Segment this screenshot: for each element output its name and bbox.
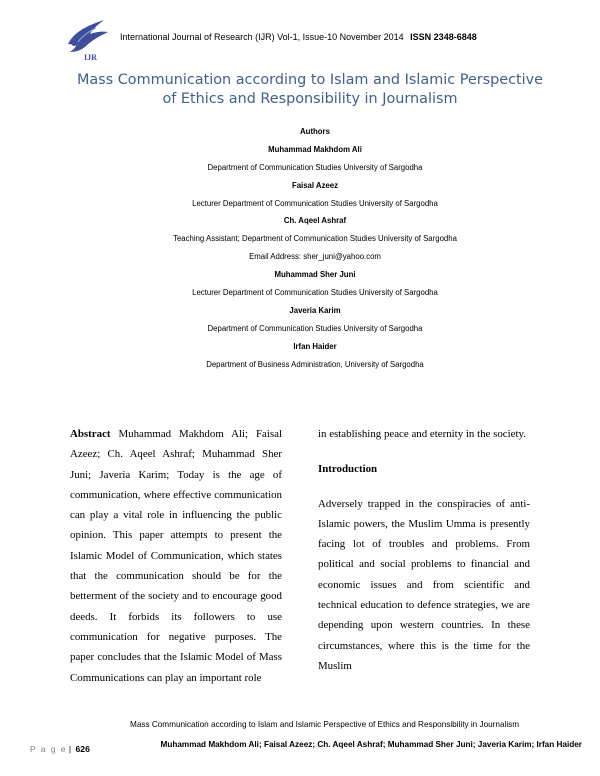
journal-logo (64, 14, 110, 62)
abstract-label: Abstract (70, 428, 111, 440)
author-email: Email Address: sher_juni@yahoo.com (249, 252, 381, 262)
author-block (80, 126, 550, 376)
author-affiliation: Department of Communication Studies University of Sargodha (207, 323, 423, 333)
paper-title (40, 71, 580, 109)
journal-header (120, 32, 477, 42)
author-affiliation: Department of Business Administration, University of Sargodha (206, 359, 424, 369)
author-affiliation: Lecturer Department of Communication Studies University of Sargodha (192, 288, 438, 298)
abstract-continuation: in establishing peace and eternity in the society. (318, 428, 526, 440)
issn: ISSN 2348-6848 (410, 32, 477, 42)
running-authors: Muhammad Makhdom Ali; Faisal Azeez; Ch. Aqeel Ashraf; Muhammad Sher Juni; Javeria Karim; Irfan Haider (160, 740, 582, 749)
page-label: P a g e (30, 744, 67, 754)
left-column (70, 424, 282, 688)
abstract-text: Muhammad Makhdom Ali; Faisal Azeez; Ch. Aqeel Ashraf; Muhammad Sher Juni; Javeria Karim; Today is the age of communication, where effective communication can play a vital role in influencing the public opinion. This paper attempts to present the Islamic Model of Communication, which states that the communication should be for the betterment of the society and to encourage good deeds. It forbids its followers to use communication for negative purposes. The paper concludes that the Islamic Model of Mass Communications can play an important role (70, 428, 282, 684)
author-name: Muhammad Makhdom Ali (268, 144, 362, 154)
author-name: Faisal Azeez (291, 180, 339, 190)
authors-heading: Authors (300, 127, 330, 136)
author-affiliation: Department of Communication Studies University of Sargodha (207, 162, 423, 172)
page-number-block: P a g e | 626 (30, 744, 90, 754)
introduction-text: Adversely trapped in the conspiracies of anti-Islamic powers, the Muslim Umma is presently facing lot of troubles and problems. From political and social problems to financial and economic issues and from scientific and technical education to defence strategies, we are depending upon western countries. In these circumstances, where this is the time for the Muslim (318, 497, 530, 672)
author-affiliation: Lecturer Department of Communication Studies University of Sargodha (192, 198, 438, 208)
logo-text: IJR (84, 53, 97, 62)
author-name: Javeria Karim (289, 305, 341, 315)
page-number: 626 (75, 744, 90, 754)
author-name: Irfan Haider (293, 341, 337, 351)
journal-info: International Journal of Research (IJR) Vol-1, Issue-10 November 2014 (120, 32, 404, 42)
author-name: Muhammad Sher Juni (274, 270, 356, 280)
title-line-2: of Ethics and Responsibility in Journalism (162, 91, 458, 107)
right-column (318, 424, 530, 676)
author-name: Ch. Aqeel Ashraf (283, 216, 347, 226)
author-affiliation: Teaching Assistant; Department of Communication Studies University of Sargodha (173, 234, 457, 244)
running-title: Mass Communication according to Islam and Islamic Perspective of Ethics and Responsibility in Journalism (130, 720, 520, 729)
introduction-heading: Introduction (318, 463, 378, 476)
abstract-paragraph (70, 424, 282, 688)
title-line-1: Mass Communication according to Islam and Islamic Perspective (76, 72, 544, 88)
